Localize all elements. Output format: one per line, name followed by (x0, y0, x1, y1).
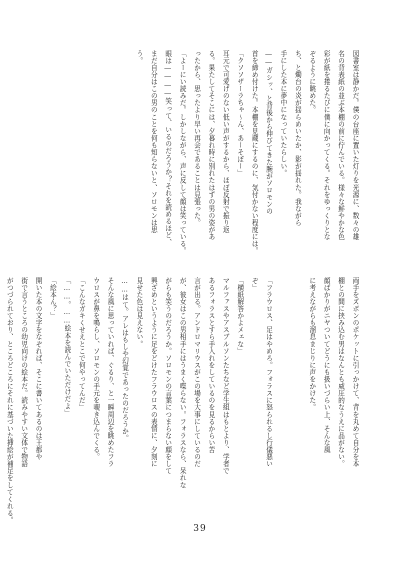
text-line: 「こんなガキくせえとこで何やってんだ」 (77, 277, 86, 411)
text-line: がらも笑うのだろうか。ソロモンの言葉につまらない顔をして (163, 277, 172, 475)
text-line: 「クソソザーラちゃ～ん、あーそぼー」 (235, 50, 244, 177)
text-line: ぞ」 (250, 277, 259, 292)
text-line: 図書室は静かだ。僕の台座に置いた灯りを光源に、数々の雄 (351, 50, 359, 241)
text-line: に考えながらも溜息まじりに声をかけた。 (307, 277, 316, 411)
text-line: まだ自分はこの男のことを何も知らないと、ソロモンは思 (149, 50, 158, 234)
text-line: あるフォラスとすら手入れをしているのを見るからい苦 (206, 277, 215, 454)
text-line: ……はて。アレはもしや幻覚であったのだろうか。 (120, 277, 129, 442)
text-line: 耳元で可愛げのない低い声がするから、ほぼ反射で振り返 (221, 50, 230, 234)
text-line: 「……。……絵本を読んでいただけだよ」 (62, 277, 71, 417)
text-line: 見せた色は見えない。 (134, 277, 143, 348)
text-line: 「絵本ん？」 (48, 277, 57, 320)
text-line: ウロスが鼻を鳴らし、ソロモンの手元を覗き込んでくる。 (91, 277, 100, 461)
text-line (276, 277, 290, 490)
text-line: 両手をズボンのポケットに引っかけて、背を丸めて自分を本 (351, 277, 359, 468)
text-line: 「フラウロス、足はやめろ。フォラスに怒られるし行儀悪い (264, 277, 273, 468)
text-line (0, 277, 2, 490)
text-line: がつづられており、ところどころにそれに基づいた挿絵が補足をしてくれる。 (5, 277, 14, 524)
text-line (290, 277, 304, 490)
text-line: ぞるように眺めた。 (307, 50, 316, 114)
text-line: 興ざめというように足をどけたフラウロスの表情に、夕刻に (149, 277, 158, 468)
text-line: ――ガシッ、と背後から伸びてきた腕がソロモンの (264, 50, 273, 215)
text-line: 顔ばかりがニヤついてどうにも扱いづらい上、そんな風 (322, 277, 331, 454)
text-line: 首を締め付けた。本棚を見蔵にするのに、気付かない程度には。 (250, 50, 259, 255)
text-line: 言が出る。アンドロマリウスがこの場を大事にしているのだ (192, 277, 201, 468)
text-line: 彩が紙を捲るたびに僕に向かってくる。それをゆっくりとな (322, 50, 331, 241)
text-line: 開いた本の文字をなぞれば、そこに書いてあるのは王都や (34, 277, 43, 461)
text-block-upper (38, 50, 362, 265)
page-number: 39 (193, 524, 207, 534)
text-line: 眼は――――笑って、いるのだろうか？それを読めるほど、 (163, 50, 172, 246)
text-line: う。 (134, 50, 143, 65)
text-line: る。果たしてそこには、夕暮れ時に別れたはずの男の姿があ (206, 50, 215, 241)
text-line: が、彼女はこの男相手にはうまく喋らない。フォラスなら、呆れな (178, 277, 187, 489)
text-line: ち、と燭台の炎が揺らめいたか、影が揺れた。我ながら (293, 50, 302, 227)
text-line: 手にした本に夢中になっていたらしい。 (278, 50, 287, 177)
text-line: 「横紙解答かよメェな」 (235, 277, 244, 355)
text-line: 街で言うところの幼児向けの絵本だ。読みやすい文体で物語 (19, 277, 28, 468)
text-line: ったから、思ったより早い再会であることは見張った。 (192, 50, 201, 227)
text-line: そんな風に思っていれば、ぐるり、と一瞬周辺を眺めたフラ (106, 277, 115, 468)
text-line: 棚との間に挟み込む男はなんとも威圧的なうえに品がない。 (336, 277, 345, 468)
text-line: 「よーにい読みだ。しかしながら、声に反して顔は笑っている。 (178, 50, 187, 255)
text-line: マルファスやアスブルソンたちなど学生組はもとより、学者で (221, 277, 230, 475)
text-block-lower (5, 277, 362, 524)
text-line: 名の背表紙の並ぶ本棚の前に佇んでいる。様々な鮮やかな色 (336, 50, 345, 241)
